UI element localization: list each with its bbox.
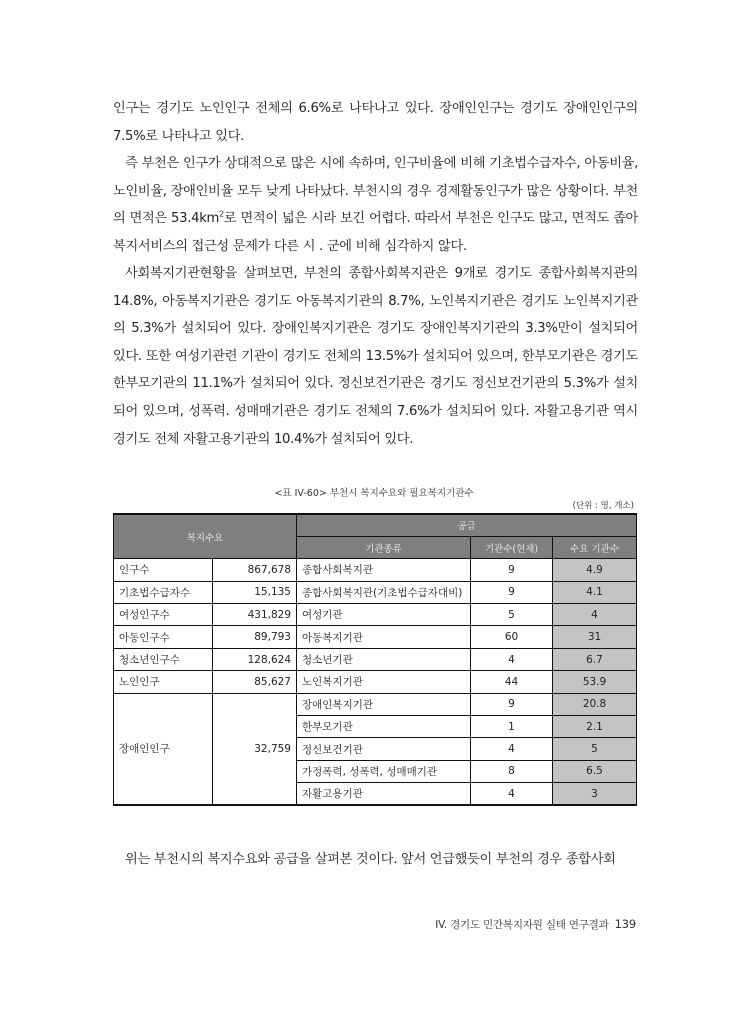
needed-count: 6.7 xyxy=(553,648,637,670)
demand-value: 89,793 xyxy=(213,626,297,648)
superscript-2: 2 xyxy=(219,209,224,219)
needed-count: 20.8 xyxy=(553,693,637,715)
body-paragraph-2 xyxy=(113,150,638,260)
needed-count: 3 xyxy=(553,783,637,805)
demand-label: 청소년인구수 xyxy=(114,648,213,670)
institution-type: 아동복지기관 xyxy=(297,626,471,648)
demand-value: 867,678 xyxy=(213,559,297,581)
current-count: 60 xyxy=(471,626,553,648)
institution-type: 여성기관 xyxy=(297,604,471,626)
demand-value: 32,759 xyxy=(213,693,297,805)
current-count: 44 xyxy=(471,671,553,693)
table-row xyxy=(114,648,637,670)
current-count: 9 xyxy=(471,693,553,715)
institution-type: 자활고용기관 xyxy=(297,783,471,805)
institution-type: 종합사회복지관 xyxy=(297,559,471,581)
demand-label: 아동인구수 xyxy=(114,626,213,648)
needed-count: 4.9 xyxy=(553,559,637,581)
current-count: 5 xyxy=(471,604,553,626)
demand-value: 128,624 xyxy=(213,648,297,670)
institution-type: 종합사회복지관(기초법수급자대비) xyxy=(297,581,471,603)
paragraph-2-part-a: 즉 부천은 인구가 상대적으로 많은 시에 속하며, 인구비율에 비해 기초법수급자수, 아동비율, 노인비율, 장애인비율 모두 낮게 나타났다. 부천시의 경우 경제활동인구가 많은 상황이다. 부천의 면적은 53.4km xyxy=(113,156,638,227)
demand-value: 15,135 xyxy=(213,581,297,603)
current-count: 4 xyxy=(471,738,553,760)
header-demand: 복지수요 xyxy=(114,514,297,559)
body-paragraph-1: 인구는 경기도 노인인구 전체의 6.6%로 나타나고 있다. 장애인인구는 경기도 장애인인구의 7.5%로 나타나고 있다. xyxy=(113,101,638,144)
table-row xyxy=(114,671,637,693)
needed-count: 53.9 xyxy=(553,671,637,693)
header-institution-type: 기관종류 xyxy=(297,536,471,558)
header-needed-count: 수요 기관수 xyxy=(553,536,637,558)
needed-count: 2.1 xyxy=(553,716,637,738)
demand-label: 인구수 xyxy=(114,559,213,581)
table-unit-note: (단위 : 명, 개소) xyxy=(572,501,634,511)
demand-label: 여성인구수 xyxy=(114,604,213,626)
header-current-count: 기관수(현재) xyxy=(471,536,553,558)
current-count: 9 xyxy=(471,581,553,603)
current-count: 1 xyxy=(471,716,553,738)
institution-type: 한부모기관 xyxy=(297,716,471,738)
institution-type: 정신보건기관 xyxy=(297,738,471,760)
institution-type: 장애인복지기관 xyxy=(297,693,471,715)
table-row xyxy=(114,581,637,603)
page-footer xyxy=(435,917,636,932)
current-count: 9 xyxy=(471,559,553,581)
demand-value: 85,627 xyxy=(213,671,297,693)
table-row xyxy=(114,626,637,648)
needed-count: 6.5 xyxy=(553,760,637,782)
table-row xyxy=(114,559,637,581)
header-supply: 공급 xyxy=(297,514,637,536)
institution-type: 가정폭력, 성폭력, 성매매기관 xyxy=(297,760,471,782)
needed-count: 5 xyxy=(553,738,637,760)
demand-label: 장애인인구 xyxy=(114,693,213,805)
current-count: 4 xyxy=(471,783,553,805)
institution-type: 노인복지기관 xyxy=(297,671,471,693)
footer-chapter-title: IV. 경기도 민간복지자원 실태 연구결과 xyxy=(435,919,609,931)
body-paragraph-3: 사회복지기관현황을 살펴보면, 부천의 종합사회복지관은 9개로 경기도 종합사회복지관의 14.8%, 아동복지기관은 경기도 아동복지기관의 8.7%, 노인복지기관은 경기도 노인복지기관의 5.3%가 설치되어 있다. 장애인복지기관은 경기도 장애인복지기관의 3.3%만이 설치되어 있다. 또한 여성기관련 기관이 경기도 전체의 13.5%가 설치되어 있으며, 한부모기관은 경기도 한부모기관의 11.1%가 설치되어 있다. 정신보건기관은 경기도 정신보건기관의 5.3%가 설치되어 있으며, 성폭력. 성매매기관은 경기도 전체의 7.6%가 설치되어 있다. 자활고용기관 역시 경기도 전체 자활고용기관의 10.4%가 설치되어 있다. xyxy=(113,266,638,447)
demand-label: 기초법수급자수 xyxy=(114,581,213,603)
current-count: 4 xyxy=(471,648,553,670)
welfare-table xyxy=(113,513,637,806)
current-count: 8 xyxy=(471,760,553,782)
table-caption: <표 IV-60> 부천시 복지수요와 필요복지기관수 xyxy=(274,488,474,499)
demand-label: 노인인구 xyxy=(114,671,213,693)
needed-count: 4 xyxy=(553,604,637,626)
needed-count: 31 xyxy=(553,626,637,648)
page-number: 139 xyxy=(614,917,636,931)
table-row xyxy=(114,693,637,715)
body-paragraph-4: 위는 부천시의 복지수요와 공급을 살펴본 것이다. 앞서 언급했듯이 부천의 경우 종합사회 xyxy=(125,852,616,867)
paragraph-2-part-b: 로 면적이 넓은 시라 보긴 어렵다. 따라서 부천은 인구도 많고, 면적도 좁아 복지서비스의 접근성 문제가 다른 시 . 군에 비해 심각하지 않다. xyxy=(113,211,638,254)
needed-count: 4.1 xyxy=(553,581,637,603)
table-row xyxy=(114,604,637,626)
institution-type: 청소년기관 xyxy=(297,648,471,670)
demand-value: 431,829 xyxy=(213,604,297,626)
